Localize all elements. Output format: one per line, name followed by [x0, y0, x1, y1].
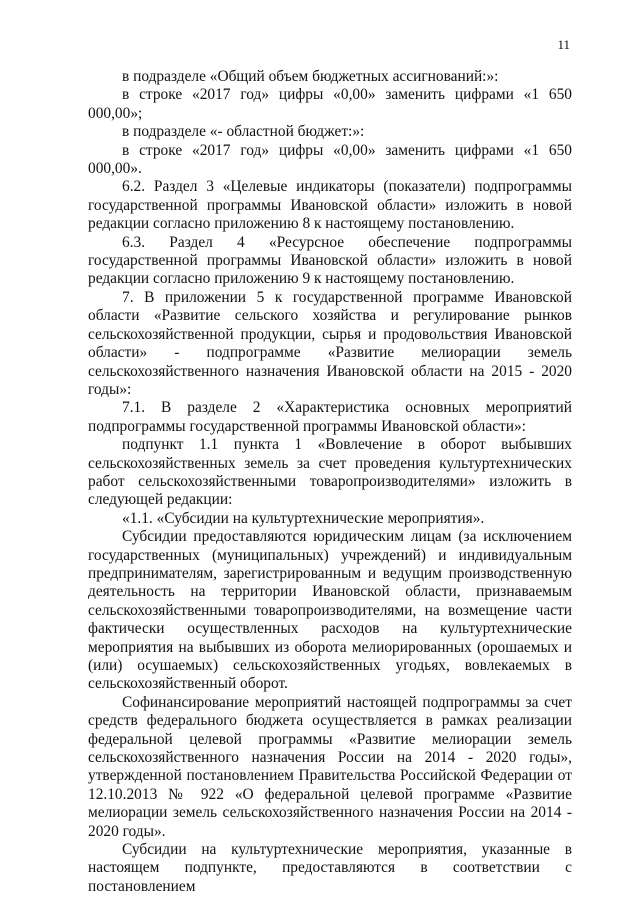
- paragraph-subsection-total-budget: в подразделе «Общий объем бюджетных ассигнований:»:: [122, 68, 499, 85]
- paragraph-replace-regional-2017: в строке «2017 год» цифры «0,00» заменить цифрами «1 650 000,00».: [88, 141, 572, 178]
- paragraph-subsection-regional-budget: в подразделе «- областной бюджет:»:: [122, 123, 365, 141]
- paragraph-cofinancing: Софинансирование мероприятий настоящей подпрограммы за счет средств федерального бюджета осуществляется в рамках реализации федеральной целевой программы «Развитие мелиорации земель сельскохозяйственного назначения России на 2014 - 2020 годы», утвержденной постановлением Правительства Российской Федерации от 12.10.2013 № 922 «О федеральной целевой программе «Развитие мелиорации земель сельскохозяйственного назначения России на 2014 - 2020 годы».: [88, 693, 572, 840]
- paragraph-subsidy-title: «1.1. «Субсидии на культуртехнические мероприятия».: [122, 509, 485, 527]
- paragraph-6-3: 6.3. Раздел 4 «Ресурсное обеспечение подпрограммы государственной программы Ивановской области» изложить в новой редакции согласно приложению 9 к настоящему постановлению.: [88, 233, 572, 288]
- paragraph-7: 7. В приложении 5 к государственной программе Ивановской области «Развитие сельского хозяйства и регулирование рынков сельскохозяйственной продукции, сырья и продовольствия Ивановской области» - подпрограмме «Развитие мелиорации земель сельскохозяйственного назначения Ивановской области на 2015 - 2020 годы»:: [88, 288, 572, 398]
- document-body: [88, 68, 572, 896]
- paragraph-replace-total-2017: в строке «2017 год» цифры «0,00» заменить цифрами «1 650 000,00»;: [88, 86, 572, 122]
- paragraph-6-2: 6.2. Раздел 3 «Целевые индикаторы (показатели) подпрограммы государственной программы Ивановской области» изложить в новой редакции согласно приложению 8 к настоящему постановлению.: [88, 178, 572, 233]
- paragraph-subpoint-1-1: подпункт 1.1 пункта 1 «Вовлечение в оборот выбывших сельскохозяйственных земель за счет проведения культуртехнических работ сельскохозяйственными товаропроизводителями» изложить в следующей редакции:: [88, 436, 572, 509]
- paragraph-subsidy-provision: Субсидии на культуртехнические мероприятия, указанные в настоящем подпункте, предоставляются в соответствии с постановлением: [88, 841, 572, 895]
- page-number: 11: [557, 37, 570, 52]
- paragraph-7-1: 7.1. В разделе 2 «Характеристика основных мероприятий подпрограммы государственной программы Ивановской области»:: [88, 399, 572, 435]
- paragraph-subsidy-recipients: Субсидии предоставляются юридическим лицам (за исключением государственных (муниципальных) учреждений) и индивидуальным предпринимателям, зарегистрированным и ведущим производственную деятельность на территории Ивановской области, признаваемым сельскохозяйственными товаропроизводителями, на возмещение части фактически осуществленных расходов на культуртехнические мероприятия на выбывших из оборота мелиорированных (орошаемых и (или) осушаемых) сельскохозяйственных угодьях, вовлекаемых в сельскохозяйственный оборот.: [88, 528, 572, 693]
